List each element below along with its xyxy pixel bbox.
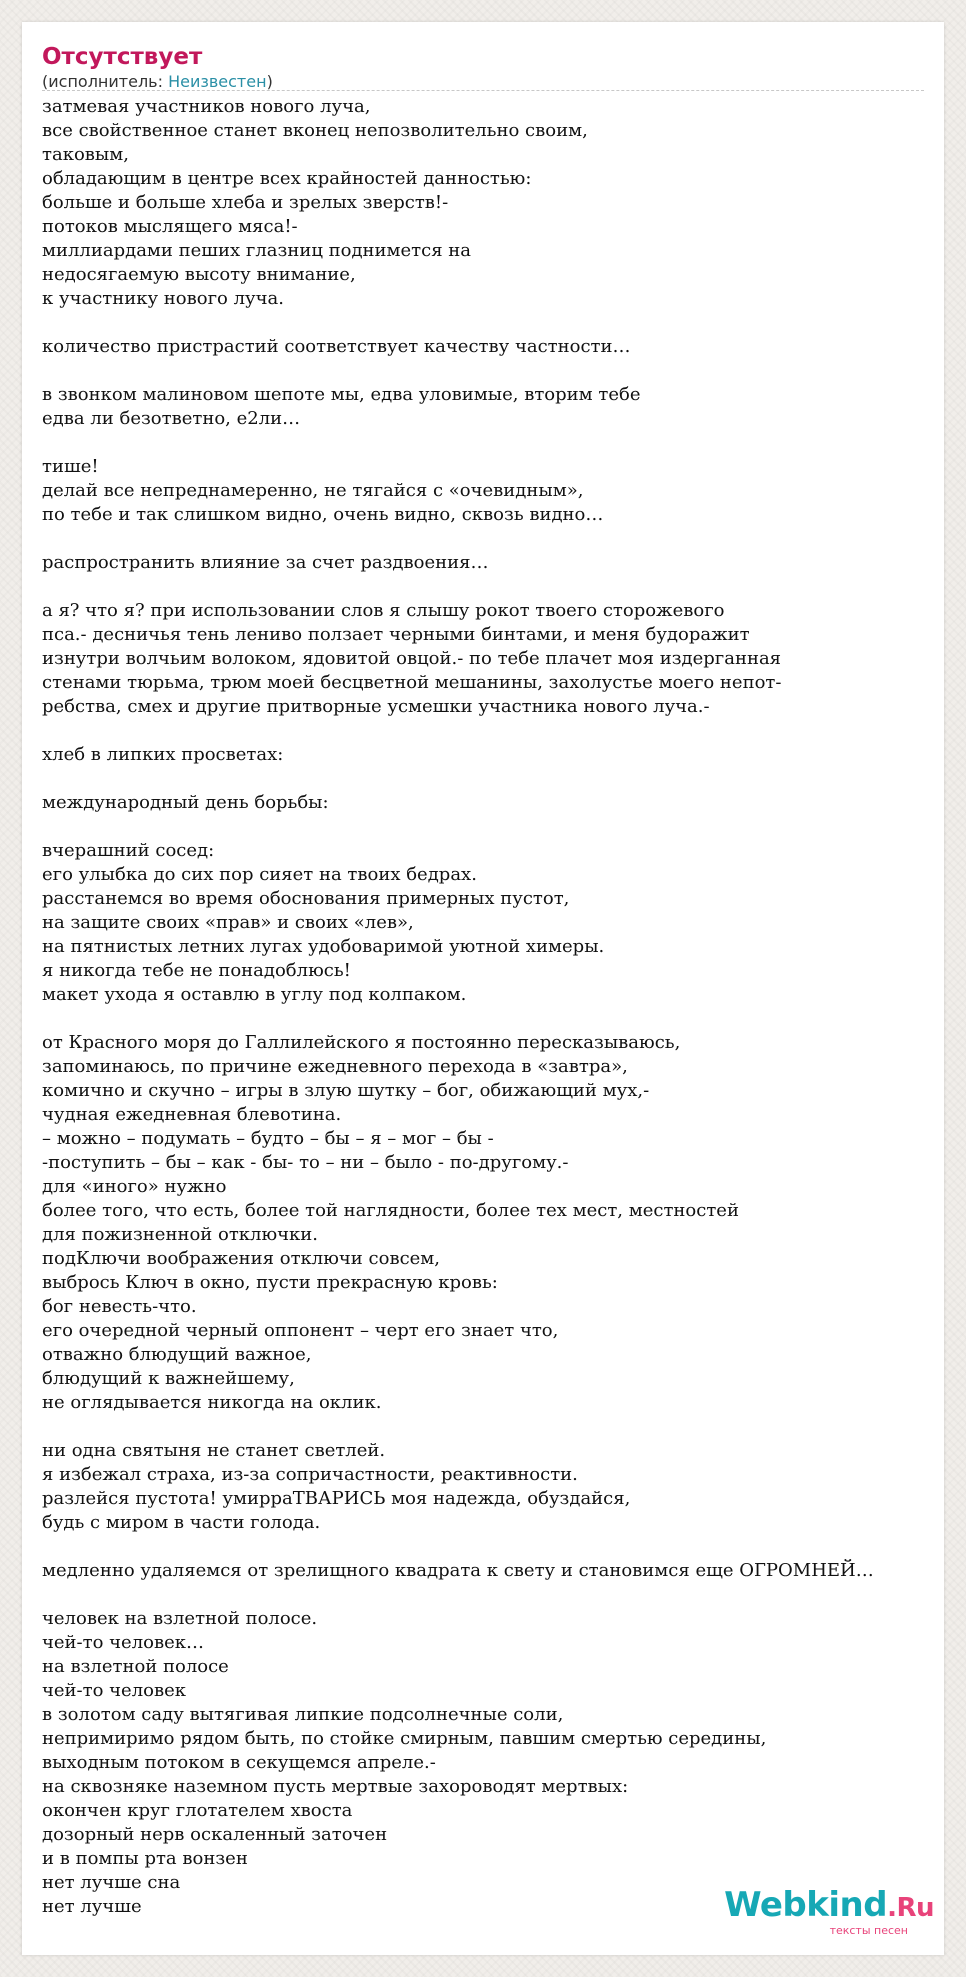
header-divider bbox=[42, 90, 924, 91]
logo-wordmark bbox=[724, 1887, 934, 1926]
lyrics-card bbox=[22, 22, 944, 1955]
artist-suffix: ) bbox=[266, 72, 273, 91]
artist-prefix: (исполнитель: bbox=[42, 72, 169, 91]
song-header bbox=[42, 42, 924, 92]
artist-link[interactable]: Неизвестен bbox=[168, 72, 267, 91]
song-title: Отсутствует bbox=[42, 44, 203, 70]
logo-name: Webkind bbox=[724, 1885, 888, 1925]
artist-line bbox=[42, 72, 924, 92]
logo-tagline: тексты песен bbox=[829, 1924, 908, 1937]
logo-tld: .Ru bbox=[887, 1893, 934, 1923]
webkind-logo[interactable] bbox=[724, 1887, 934, 1937]
lyrics-text: затмевая участников нового луча, все свойственное станет вконец непозволительно своим, таковым, обладающим в центре всех крайностей данностью: больше и больше хлеба и зрелых зверств!- потоков мыслящего мяса!- миллиардами пеших глазниц поднимется на недосягаемую высоту внимание, к участнику нового луча. количество пристрастий соответствует качеству частности… в звонком малиновом шепоте мы, едва уловимые, вторим тебе едва ли безответно, е2ли… тише! делай все непреднамеренно, не тягайся с «очевидным», по тебе и так слишком видно, очень видно, сквозь видно… распространить влияние за счет раздвоения… а я? что я? при использовании слов я слышу рокот твоего сторожевого пса.- десничья тень лениво ползает черными бинтами, и меня будоражит изнутри волчьим волоком, ядовитой овцой.- по тебе плачет моя издерганная стенами тюрьма, трюм моей бесцветной мешанины, захолустье моего непот- ребства, смех и другие притворные усмешки участника нового луча.- хлеб в липких просветах: международный день борьбы: вчерашний сосед: его улыбка до сих пор сияет на твоих бедрах. расстанемся во время обоснования примерных пустот, на защите своих «прав» и своих «лев», на пятнистых летних лугах удобоваримой уютной химеры. я никогда тебе не понадоблюсь! макет ухода я оставлю в углу под колпаком. от Красного моря до Галлилейского я постоянно пересказываюсь, запоминаюсь, по причине ежедневного перехода в «завтра», комично и скучно – игры в злую шутку – бог, обижающий мух,- чудная ежедневная блевотина. – можно – подумать – будто – бы – я – мог – бы - -поступить – бы – как - бы- то – ни – было - по-другому.- для «иного» нужно более того, что есть, более той наглядности, более тех мест, местностей для пожизненной отключки. подКлючи воображения отключи совсем, выбрось Ключ в окно, пусти прекрасную кровь: бог невесть-что. его очередной черный оппонент – черт его знает что, отважно блюдущий важное, блюдущий к важнейшему, не оглядывается никогда на оклик. ни одна святыня не станет светлей. я избежал страха, из-за сопричастности, реактивности. разлейся пустота! умирраТВАРИСЬ моя надежда, обуздайся, будь с миром в части голода. медленно удаляемся от зрелищного квадрата к свету и становимся еще ОГРОМНЕЙ… человек на взлетной полосе. чей-то человек… на взлетной полосе чей-то человек в золотом саду вытягивая липкие подсолнечные соли, непримиримо рядом быть, по стойке смирным, павшим смертью середины, выходным потоком в секущемся апреле.- на сквозняке наземном пусть мертвые захороводят мертвых: окончен круг глотателем хвоста дозорный нерв оскаленный заточен и в помпы рта вонзен нет лучше сна нет лучше bbox=[42, 96, 874, 1917]
